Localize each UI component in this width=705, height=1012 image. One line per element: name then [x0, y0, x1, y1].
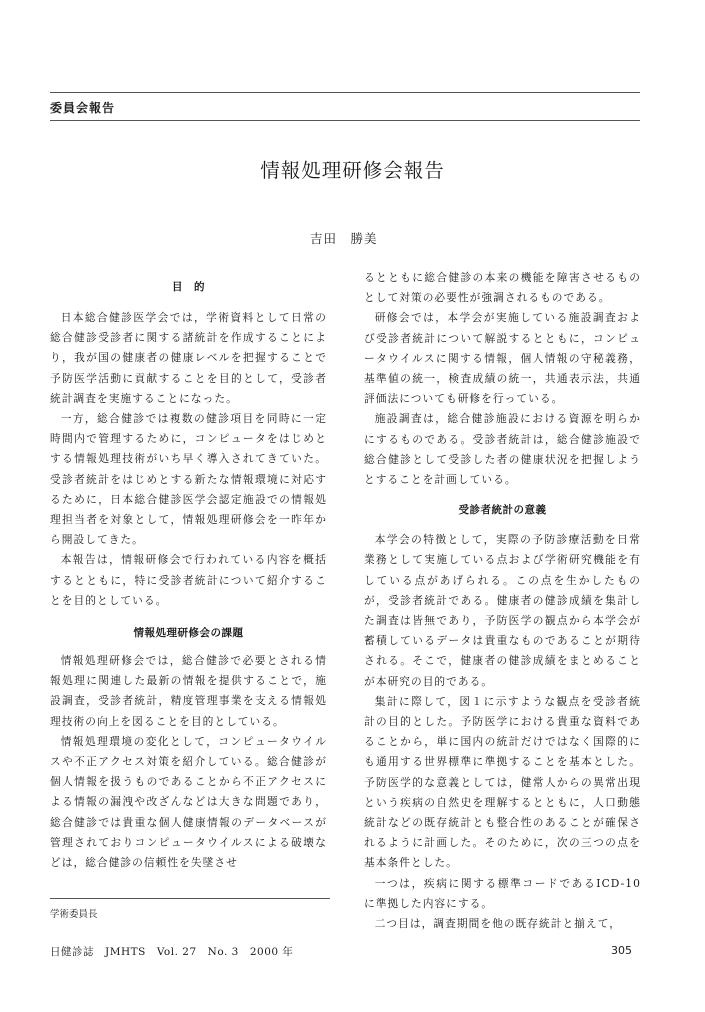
- paragraph: 施設調査は，総合健診施設における資源を明らかにするものである。受診者統計は，総合健診施設で総合健診として受診した者の健康状況を把握しようとすることを計画している。: [364, 412, 641, 487]
- paragraph: 本学会の特徴として，実際の予防診療活動を日常業務として実施している点および学術研究機能を有している点があげられる。この点を生かしたものが，受診者統計である。健康者の健診成績を集計した調査は皆無であり，予防医学の観点から本学会が蓄積しているデータは貴重なものであることが期待される。そこで，健康者の健診成績をまとめることが本研究の目的である。: [364, 533, 641, 688]
- paragraph: 一つは，疾病に関する標準コードであるICD-10に準拠した内容にする。: [364, 876, 641, 910]
- footnote: 学術委員長: [50, 909, 98, 920]
- paragraph: 情報処理環境の変化として，コンピュータウイルスや不正アクセス対策を紹介している。総合健診が個人情報を扱うものであることから不正アクセスによる情報の漏洩や改ざんなどは大きな問題であり，総合健診では貴重な個人健康情報のデータベースが管理されておりコンピュータウイルスによる破壊などは，総合健診の信頼性を失墜させ: [50, 734, 327, 870]
- journal-citation: 日健診誌 JMHTS Vol. 27 No. 3 2000 年: [50, 946, 294, 958]
- paragraph: 集計に際して，図１に示すような観点を受診者統計の目的とした。予防医学における貴重な資料であることから，単に国内の統計だけではなく国際的にも通用する世界標準に準拠することを基本とした。予防医学的な意義としては，健常人からの異常出現という疾病の自然史を理解するとともに，人口動態統計などの既存統計とも整合性のあることが確保されるように計画した。そのために，次の三つの点を基本条件とした。: [364, 694, 641, 870]
- paragraph: 情報処理研修会では，総合健診で必要とされる情報処理に関連した最新の情報を提供することで，施設調査，受診者統計，精度管理事業を支える情報処理技術の向上を図ることを目的としている。: [50, 654, 327, 728]
- paragraph: 研修会では，本学会が実施している施設調査および受診者統計について解説するとともに，コンピュータウイルスに関する情報，個人情報の守秘義務，基準値の統一，検査成績の統一，共通表示法，共通評価法についても研修を行っている。: [364, 311, 641, 406]
- header-bottom-rule: [50, 120, 640, 121]
- paragraph: 本報告は，情報研修会で行われている内容を概括するとともに，特に受診者統計について紹介することを目的としている。: [50, 553, 327, 607]
- paragraph: 二つ目は，調査期間を他の既存統計と揃えて，: [374, 917, 621, 931]
- page-number: 305: [611, 944, 632, 957]
- heading-significance: 受診者統計の意義: [458, 504, 547, 517]
- left-column: [50, 268, 327, 873]
- author: 吉田 勝美: [310, 231, 378, 246]
- paragraph: るとともに総合健診の本来の機能を障害させるものとして対策の必要性が強調されるものである。: [364, 271, 641, 305]
- section-label: 委員会報告: [50, 101, 116, 115]
- paragraph: 日本総合健診医学会では，学術資料として日常の総合健診受診者に関する諸統計を作成することにより，我が国の健康者の健康レベルを把握することで予防医学活動に貢献することを目的として，受診者統計調査を実施することになった。: [50, 311, 327, 405]
- header-top-rule: [50, 92, 640, 93]
- paragraph: 一方，総合健診では複数の健診項目を同時に一定時間内で管理するために，コンピュータをはじめとする情報処理技術がいち早く導入されてきていた。受診者統計をはじめとする新たな情報環境に対応するために，日本総合健診医学会認定施設での情報処理担当者を対象として，情報処理研修会を一昨年から開設してきた。: [50, 412, 327, 547]
- article-title: 情報処理研修会報告: [260, 159, 445, 182]
- heading-purpose: 目 的: [172, 281, 205, 293]
- right-column: [364, 268, 641, 934]
- footnote-rule: [50, 898, 330, 899]
- heading-issues: 情報処理研修会の課題: [133, 627, 244, 640]
